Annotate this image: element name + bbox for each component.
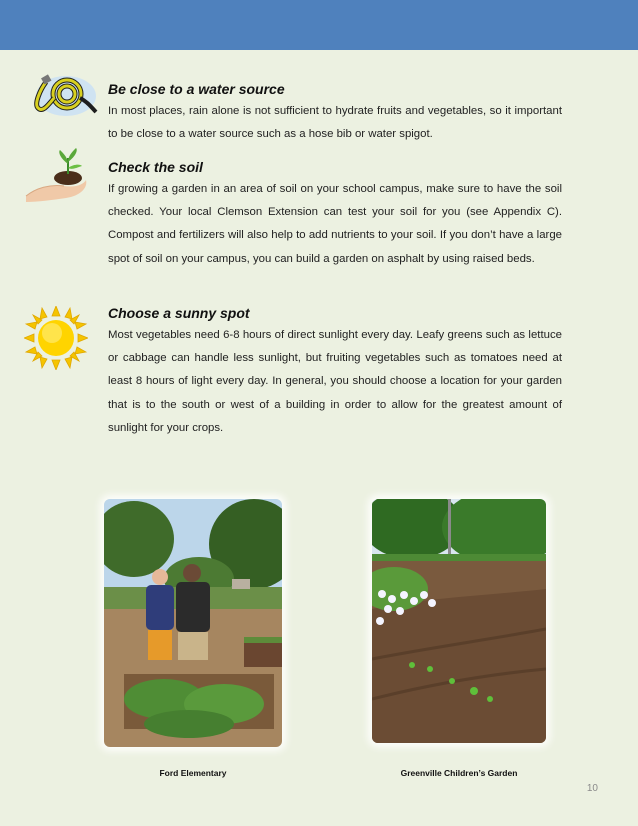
caption-ford-elementary: Ford Elementary <box>159 768 227 778</box>
header-bar <box>0 0 638 50</box>
text-sunny-spot: Most vegetables need 6-8 hours of direct sunlight every day. Leafy greens such as lettuce or cabbage can handle less sunlight, but fruiting vegetables such as tomatoes need at least 8 hours of light every day. In general, you should choose a location for your garden that is to the south or west of a building in order to allow for the greatest amount of sunlight for your crops. <box>108 329 562 434</box>
text-check-soil: If growing a garden in an area of soil on your school campus, make sure to have the soil checked. Your local Clemson Extension can test your soil for you (see Appendix C). Compost and fertilizers will also help to add nutrients to your soil. If you don’t have a large spot of soil on your campus, you can build a garden on asphalt by using raised beds. <box>108 183 562 265</box>
water-hose-icon <box>24 68 102 129</box>
photo-greenville-childrens-garden <box>372 499 546 743</box>
sun-icon <box>24 306 88 375</box>
photo-ford-elementary <box>104 499 282 747</box>
heading-sunny-spot: Choose a sunny spot <box>108 305 250 321</box>
page-number: 10 <box>586 783 598 794</box>
seedling-in-hand-icon <box>24 146 90 211</box>
heading-check-soil: Check the soil <box>108 159 203 175</box>
caption-greenville-childrens-garden: Greenville Children’s Garden <box>400 768 518 778</box>
heading-water-source: Be close to a water source <box>108 81 285 97</box>
text-water-source: In most places, rain alone is not sufficient to hydrate fruits and vegetables, so it important to be close to a water source such as a hose bib or water spigot. <box>108 105 562 141</box>
